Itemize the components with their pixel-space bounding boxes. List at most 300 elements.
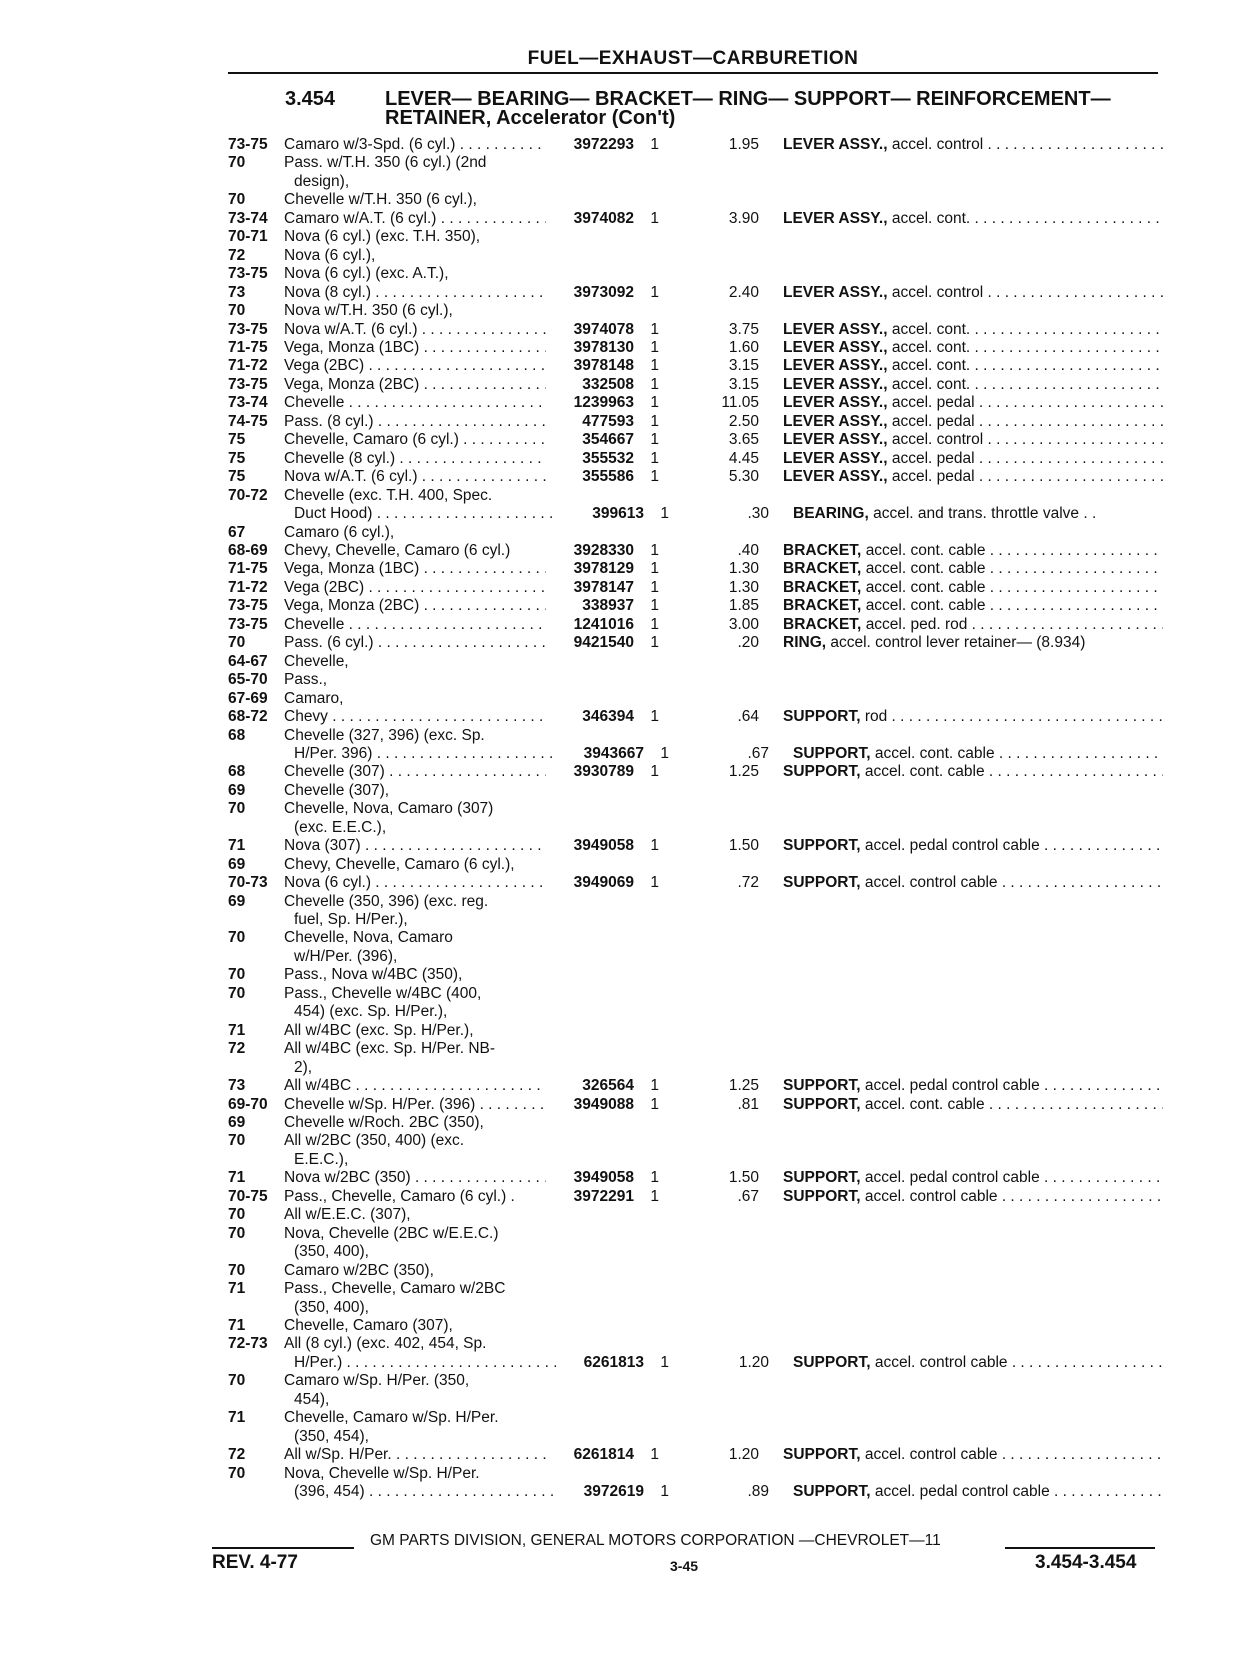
part-name: BRACKET, [783,597,862,615]
leader-dots [372,505,556,522]
table-row [228,524,1163,542]
model-text: Chevelle (327, 396) (exc. Sp. [284,726,485,744]
leader-dots [411,1169,546,1186]
price-cell [669,929,783,947]
leader-dots [395,450,546,467]
leader-dots [975,394,1163,411]
model-text: Chevelle, Camaro w/Sp. H/Per. [284,1409,499,1427]
part-number-cell [546,1335,634,1353]
price-cell [669,1040,783,1058]
model-text: Nova, Chevelle (2BC w/E.E.C.) [284,1224,499,1242]
model-cell [284,154,546,172]
table-row [228,966,1163,984]
part-number-cell [546,653,634,671]
leader-dots [419,560,546,577]
year-cell: 73 [228,283,246,301]
price-cell: .67 [747,744,769,762]
price-cell [679,1151,793,1169]
price-cell [679,819,793,837]
description-cell [793,1391,1163,1409]
description-cell [783,597,1163,615]
year-cell: 70-73 [228,874,268,892]
quantity-cell: 1 [660,744,669,762]
description-cell [783,634,1163,652]
price-cell [669,1409,783,1427]
model-text: Vega, Monza (1BC) [284,560,420,578]
table-row [228,210,1163,228]
description-cell [783,1040,1163,1058]
table-row [228,1391,1163,1409]
part-detail: accel. cont. cable [865,541,986,559]
table-row [228,597,1163,615]
table-row [228,302,1163,320]
table-row [228,985,1163,1003]
model-cell [284,265,546,283]
model-cell [284,413,546,431]
table-row [228,542,1163,560]
model-text: Vega, Monza (2BC) [284,597,420,615]
model-text: Nova (6 cyl.) [284,874,371,892]
model-cell [284,302,546,320]
section-title-line2: RETAINER, Accelerator (Con't) [385,107,676,129]
table-row [228,911,1163,929]
leader-dots [455,136,546,153]
part-number-cell: 3949058 [573,1169,634,1187]
model-cell [284,690,546,708]
price-cell: 3.15 [728,357,759,375]
part-number-cell [546,1280,634,1298]
price-cell: 3.65 [728,431,759,449]
part-number-cell [546,671,634,689]
quantity-cell [634,1372,669,1390]
year-cell: 70-72 [228,486,268,504]
part-detail: accel. and trans. throttle valve . . [873,505,1097,523]
model-cell [284,210,546,228]
model-text: Nova w/A.T. (6 cyl.) [284,468,418,486]
quantity-cell: 1 [660,1483,669,1501]
leader-dots [1040,1077,1163,1094]
description-cell [783,1225,1163,1243]
leader-dots [970,376,1163,393]
part-name: LEVER ASSY., [783,468,888,486]
model-cell [284,1169,546,1187]
table-row [228,1151,1163,1169]
model-cell [284,542,546,560]
leader-dots [998,1446,1163,1463]
part-name: SUPPORT, [783,1446,861,1464]
table-row [228,690,1163,708]
year-cell: 70 [228,929,246,947]
year-cell: 71-75 [228,560,268,578]
model-text: Vega (2BC) [284,578,365,596]
leader-dots [970,210,1163,227]
year-cell: 67-69 [228,689,268,707]
quantity-cell [634,228,669,246]
year-cell: 70 [228,1464,246,1482]
model-text: Pass., Nova w/4BC (350), [284,966,463,984]
table-row [228,321,1163,339]
model-text: Nova w/2BC (350) [284,1169,411,1187]
year-cell: 74-75 [228,412,268,430]
quantity-cell: 1 [650,468,659,486]
description-cell [783,136,1163,154]
model-text: Pass., Chevelle w/4BC (400, [284,984,482,1002]
model-text: H/Per. 396) [294,744,373,762]
leader-dots [975,413,1163,430]
part-number-cell [556,1003,644,1021]
year-cell: 64-67 [228,652,268,670]
quantity-cell [634,690,669,708]
description-cell [783,966,1163,984]
table-row [228,1096,1163,1114]
model-text: Nova (6 cyl.), [284,246,376,264]
model-text: All w/4BC [284,1077,352,1095]
model-text: 454), [294,1390,330,1408]
model-cell [284,1428,556,1446]
part-name: LEVER ASSY., [783,412,888,430]
part-number-cell [546,727,634,745]
leader-dots [459,431,546,448]
price-cell [669,1280,783,1298]
part-name: SUPPORT, [793,1353,871,1371]
model-cell [284,1096,546,1114]
price-cell [669,671,783,689]
model-text: (exc. E.E.C.), [294,818,387,836]
leader-dots [419,339,546,356]
price-cell [669,985,783,1003]
model-text: Chevy [284,708,328,726]
leader-dots [371,284,546,301]
description-cell [783,1262,1163,1280]
year-cell: 71-72 [228,578,268,596]
table-row [228,1243,1163,1261]
table-row [228,1354,1163,1372]
model-cell [284,1003,556,1021]
model-cell [284,1409,546,1427]
description-cell [783,856,1163,874]
year-cell: 73-75 [228,320,268,338]
table-row [228,1040,1163,1058]
year-cell [228,1243,284,1261]
model-text: Chevy, Chevelle, Camaro (6 cyl.) [284,541,511,559]
model-cell [284,837,546,855]
quantity-cell: 1 [650,1187,659,1205]
model-text: Camaro w/A.T. (6 cyl.) [284,209,437,227]
part-detail: accel. cont. [891,209,971,227]
table-row [228,191,1163,209]
description-cell [783,800,1163,818]
part-number-cell [546,856,634,874]
model-cell [284,763,546,781]
table-row [228,173,1163,191]
quantity-cell: 1 [650,1169,659,1187]
model-text: Vega, Monza (1BC) [284,338,420,356]
model-cell [284,524,546,542]
quantity-cell: 1 [660,1353,669,1371]
description-cell [793,1483,1163,1501]
quantity-cell [644,1243,679,1261]
part-number-cell: 1241016 [573,615,634,633]
description-cell [783,874,1163,892]
description-cell [783,321,1163,339]
description-cell [783,708,1163,726]
description-cell [783,357,1163,375]
model-text: Camaro w/2BC (350), [284,1261,434,1279]
model-cell [284,1206,546,1224]
description-cell [783,560,1163,578]
description-cell [793,745,1163,763]
description-cell [783,431,1163,449]
model-cell [284,856,546,874]
quantity-cell: 1 [650,338,659,356]
part-name: SUPPORT, [783,837,861,855]
model-cell [284,191,546,209]
part-number-cell [546,1132,634,1150]
leader-dots [975,450,1163,467]
model-cell [284,1335,546,1353]
model-cell [284,911,556,929]
price-cell: .40 [737,541,759,559]
model-cell [284,394,546,412]
part-name: SUPPORT, [793,744,871,762]
part-name: LEVER ASSY., [783,357,888,375]
part-detail: accel. cont. cable [874,744,995,762]
year-cell: 69 [228,781,246,799]
leader-dots [985,597,1163,614]
part-detail: accel. pedal [891,449,975,467]
year-cell [228,1003,284,1021]
quantity-cell: 1 [650,320,659,338]
part-detail: accel. cont. [891,338,971,356]
part-number-cell: 3978148 [573,357,634,375]
price-cell [669,782,783,800]
leader-dots [361,837,546,854]
description-cell [793,1003,1163,1021]
description-cell [783,524,1163,542]
model-text: Chevelle (307) [284,763,385,781]
description-cell [783,929,1163,947]
description-cell [783,376,1163,394]
leader-dots [967,616,1163,633]
description-cell [793,173,1163,191]
description-cell [793,948,1163,966]
description-cell [783,1409,1163,1427]
price-cell: 11.05 [721,394,759,412]
description-cell [783,468,1163,486]
description-cell [783,1022,1163,1040]
table-row [228,284,1163,302]
description-cell [783,191,1163,209]
table-row [228,265,1163,283]
description-cell [783,1446,1163,1464]
quantity-cell [634,1317,669,1335]
year-cell: 69 [228,892,246,910]
price-cell: 1.20 [738,1353,769,1371]
table-row [228,1335,1163,1353]
leader-dots [998,874,1163,891]
part-number-cell [546,1262,634,1280]
price-cell [669,302,783,320]
model-text: Chevy, Chevelle, Camaro (6 cyl.), [284,855,515,873]
price-cell: 3.75 [728,320,759,338]
model-text: Camaro w/Sp. H/Per. (350, [284,1372,470,1390]
year-cell: 69 [228,1114,246,1132]
model-cell [284,1372,546,1390]
price-cell [669,800,783,818]
part-detail: accel. control lever retainer— (8.934) [830,634,1086,652]
part-detail: accel. cont. cable [864,1095,985,1113]
price-cell: 1.50 [728,1169,759,1187]
leader-dots [995,745,1163,762]
quantity-cell [634,1114,669,1132]
model-cell [284,874,546,892]
description-cell [793,1428,1163,1446]
year-cell [228,173,284,191]
part-number-cell [546,690,634,708]
description-cell [783,154,1163,172]
part-name: SUPPORT, [783,1095,861,1113]
quantity-cell [634,893,669,911]
leader-dots [364,357,546,374]
model-text: All w/4BC (exc. Sp. H/Per. NB- [284,1040,496,1058]
description-cell [783,284,1163,302]
leader-dots [342,1354,556,1371]
year-cell: 70 [228,984,246,1002]
model-cell [284,173,556,191]
year-cell: 75 [228,468,246,486]
leader-dots [392,1446,546,1463]
year-cell: 68 [228,763,246,781]
quantity-cell [634,782,669,800]
part-number-cell: 326564 [582,1077,634,1095]
description-cell [783,1096,1163,1114]
model-cell [284,1483,556,1501]
part-number-cell [546,966,634,984]
part-detail: accel. cont. cable [865,578,986,596]
footer-page-number: 3-45 [670,1558,699,1574]
part-detail: accel. control [891,283,984,301]
quantity-cell [634,800,669,818]
price-cell: 2.50 [728,412,759,430]
price-cell [669,487,783,505]
model-cell [284,1299,556,1317]
quantity-cell: 1 [650,541,659,559]
description-cell [783,1188,1163,1206]
part-name: LEVER ASSY., [783,375,888,393]
part-number-cell: 3928330 [573,541,634,559]
part-detail: accel. cont. [891,320,971,338]
part-number-cell [546,800,634,818]
year-cell [228,505,284,523]
table-row [228,874,1163,892]
model-text: Vega (2BC) [284,357,365,375]
price-cell: 1.50 [728,837,759,855]
description-cell [783,690,1163,708]
part-number-cell: 3974078 [573,320,634,338]
description-cell [783,265,1163,283]
part-number-cell: 477593 [582,412,634,430]
part-detail: accel. control [891,136,984,153]
year-cell: 70 [228,191,246,209]
model-text: Chevelle w/T.H. 350 (6 cyl.), [284,191,477,209]
model-text: Nova (307) [284,837,361,855]
quantity-cell: 1 [650,375,659,393]
leader-dots [1040,1169,1163,1186]
quantity-cell [634,1225,669,1243]
quantity-cell [644,948,679,966]
price-cell [669,154,783,172]
model-cell [284,727,546,745]
part-number-cell [546,191,634,209]
price-cell [669,1114,783,1132]
table-row [228,708,1163,726]
quantity-cell: 1 [650,634,659,652]
table-row [228,837,1163,855]
price-cell [669,228,783,246]
part-detail: accel. cont. [891,375,971,393]
year-cell [228,911,284,929]
model-text: All w/E.E.C. (307), [284,1206,411,1224]
price-cell [669,265,783,283]
table-row [228,1317,1163,1335]
quantity-cell [634,191,669,209]
leader-dots [328,708,546,725]
year-cell: 73-75 [228,615,268,633]
description-cell [783,1317,1163,1335]
part-number-cell [546,1409,634,1427]
part-number-cell [556,1428,644,1446]
part-number-cell: 3972619 [583,1483,644,1501]
description-cell [793,819,1163,837]
part-number-cell: 3943667 [583,744,644,762]
price-cell: .20 [737,634,759,652]
model-cell [284,247,546,265]
description-cell [783,985,1163,1003]
model-text: Pass., [284,671,328,689]
table-row [228,487,1163,505]
description-cell [783,339,1163,357]
table-row [228,154,1163,172]
year-cell: 70 [228,800,246,818]
part-name: SUPPORT, [793,1483,871,1501]
model-cell [284,1243,556,1261]
price-cell: .64 [737,708,759,726]
leader-dots [365,1483,556,1500]
price-cell [669,1132,783,1150]
table-row [228,671,1163,689]
price-cell: 1.60 [728,338,759,356]
part-name: RING, [783,634,827,652]
price-cell: .72 [737,874,759,892]
leader-dots [985,542,1163,559]
part-detail: accel. pedal [891,394,975,412]
price-cell: 1.30 [728,560,759,578]
model-text: Nova (6 cyl.) (exc. A.T.), [284,265,449,283]
quantity-cell: 1 [650,283,659,301]
model-cell [284,985,546,1003]
leader-dots [344,394,546,411]
description-cell [783,579,1163,597]
part-number-cell: 3973092 [573,283,634,301]
part-number-cell [546,1022,634,1040]
table-row [228,1262,1163,1280]
model-cell [284,966,546,984]
model-text: (350, 454), [294,1427,369,1445]
model-cell [284,560,546,578]
price-cell: .67 [737,1187,759,1205]
description-cell [783,1132,1163,1150]
part-name: LEVER ASSY., [783,431,888,449]
